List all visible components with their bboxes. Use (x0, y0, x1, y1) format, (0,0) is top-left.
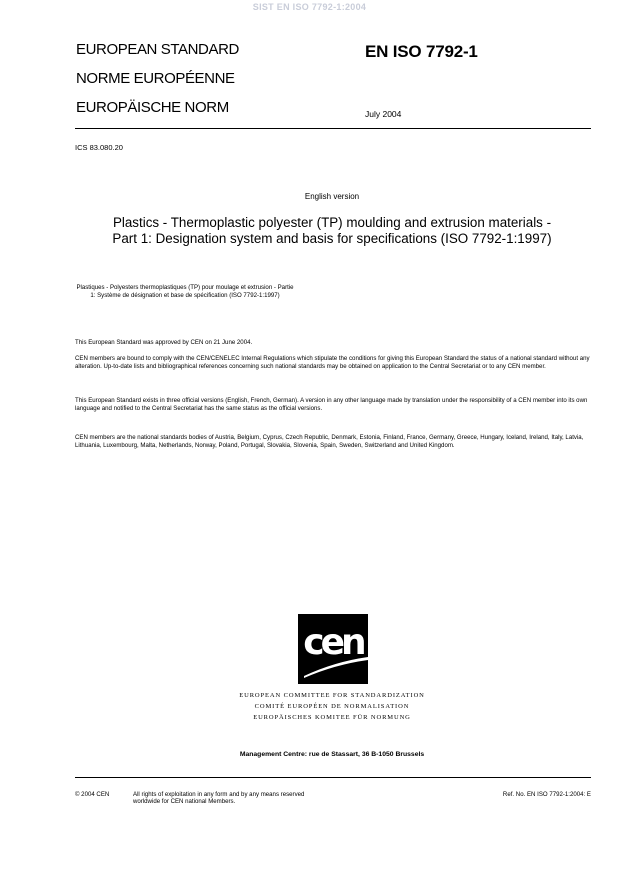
cen-logo (298, 614, 368, 684)
rights-line-1: All rights of exploitation in any form and by any means reserved (133, 791, 305, 798)
committee-name-en: EUROPEAN COMMITTEE FOR STANDARDIZATION (239, 692, 425, 699)
versions-paragraph: This European Standard exists in three official versions (English, French, German). A version in any other language made by translation under the responsibility of a CEN member into its own language and notified to the Central Secretariat has the same status as the official versions. (75, 397, 588, 412)
logo-swoosh-icon (298, 614, 368, 684)
ics-code: ICS 83.080.20 (75, 143, 123, 152)
watermark: SIST EN ISO 7792-1:2004 (252, 2, 367, 12)
committee-name-fr: COMITÉ EUROPÉEN DE NORMALISATION (254, 703, 410, 710)
version-note: English version (304, 192, 360, 201)
copyright: © 2004 CEN (75, 791, 110, 798)
document-title: Plastics - Thermoplastic polyester (TP) moulding and extrusion materials - Part 1: Designation system and basis for specifications (ISO 7792-1:1997) (112, 215, 552, 246)
committee-name-de: EUROPÄISCHES KOMITEE FÜR NORMUNG (253, 714, 411, 721)
standard-line-en: EUROPEAN STANDARD (76, 41, 239, 58)
header-rule (75, 128, 591, 129)
approval-paragraph: This European Standard was approved by CEN on 21 June 2004. (75, 339, 253, 346)
footer-rule (75, 777, 591, 778)
members-paragraph: CEN members are the national standards bodies of Austria, Belgium, Cyprus, Czech Republic, Denmark, Estonia, Finland, France, Germany, Greece, Hungary, Iceland, Ireland, Italy, Latvia, Lithuania, Luxembourg, Malta, Netherlands, Norway, Poland, Portugal, Slovakia, Slovenia, Spain, Sweden, Switzerland and United Kingdom. (75, 434, 584, 449)
french-title: Plastiques - Polyesters thermoplastiques (TP) pour moulage et extrusion - Partie 1: Système de désignation et base de spécification (ISO 7792-1:1997) (76, 284, 294, 300)
regulations-paragraph: CEN members are bound to comply with the CEN/CENELEC Internal Regulations which stipulate the conditions for giving this European Standard the status of a national standard without any alteration. Up-to-date lists and bibliographical references concerning such national standards may be obtained on application to the Central Secretariat or to any CEN member. (75, 355, 590, 370)
standard-line-de: EUROPÄISCHE NORM (76, 99, 229, 116)
rights-line-2: worldwide for CEN national Members. (133, 798, 236, 805)
standard-line-fr: NORME EUROPÉENNE (76, 70, 235, 87)
management-centre: Management Centre: rue de Stassart, 36 B-1050 Brussels (239, 751, 425, 758)
cen-logo-text: cen (303, 622, 363, 663)
publication-date: July 2004 (365, 109, 402, 119)
reference-number: Ref. No. EN ISO 7792-1:2004: E (502, 791, 591, 798)
standard-number: EN ISO 7792-1 (365, 42, 478, 61)
